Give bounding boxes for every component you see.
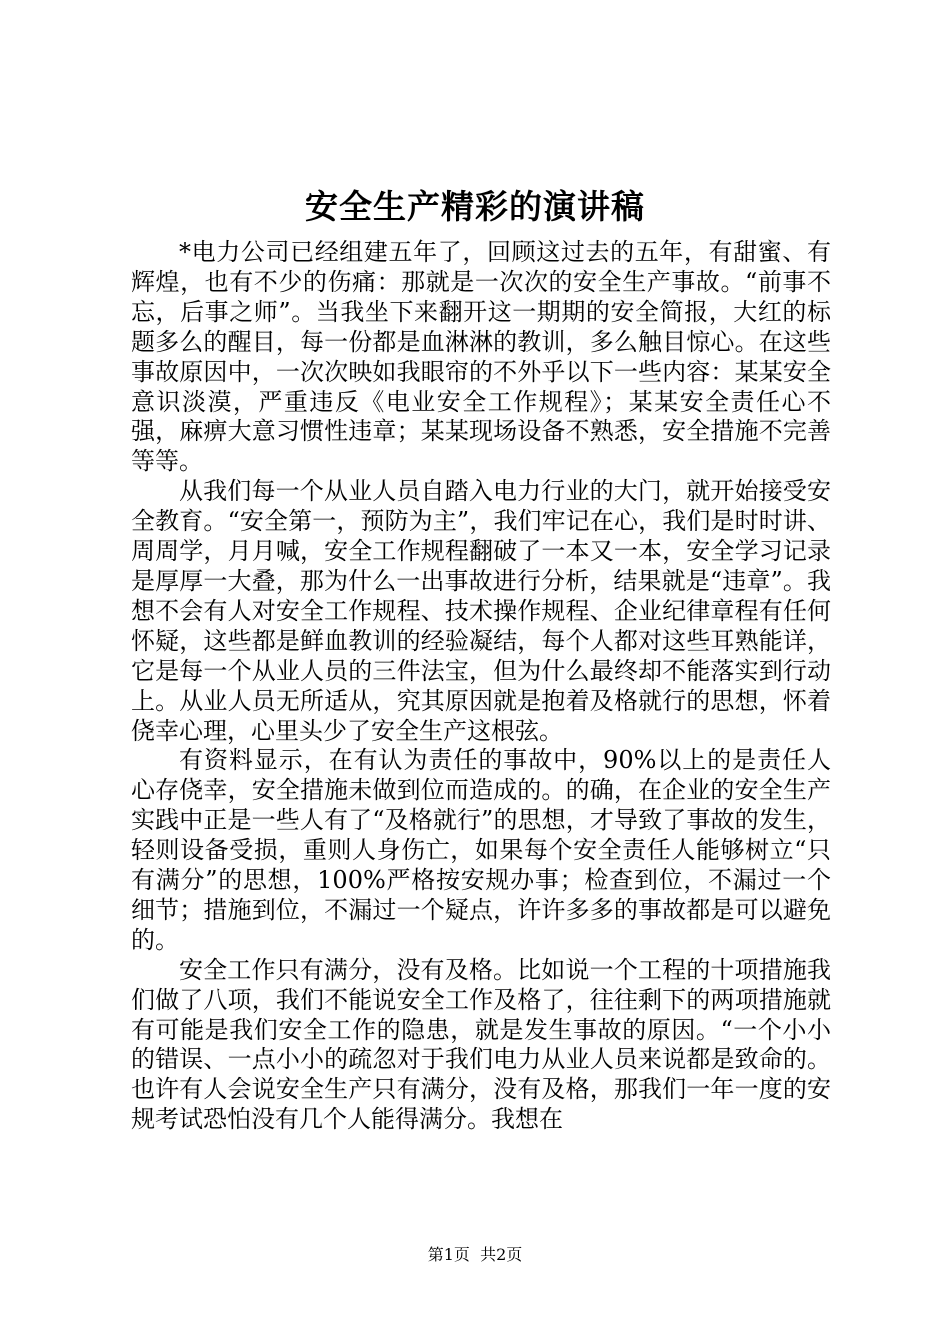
page-number: 第1页 <box>427 1245 470 1264</box>
document-body <box>131 238 831 1135</box>
paragraph: 安全工作只有满分，没有及格。比如说一个工程的十项措施我们做了八项，我们不能说安全工作及格了，往往剩下的两项措施就有可能是我们安全工作的隐患，就是发生事故的原因。“一个小小的错误、一点小小的疏忽对于我们电力从业人员来说都是致命的。也许有人会说安全生产只有满分，没有及格，那我们一年一度的安规考试恐怕没有几个人能得满分。我想在 <box>131 955 831 1134</box>
paragraph: *电力公司已经组建五年了，回顾这过去的五年，有甜蜜、有辉煌，也有不少的伤痛：那就是一次次的安全生产事故。“前事不忘，后事之师”。当我坐下来翻开这一期期的安全简报，大红的标题多么的醒目，每一份都是血淋淋的教训，多么触目惊心。在这些事故原因中，一次次映如我眼帘的不外乎以下一些内容：某某安全意识淡漠，严重违反《电业安全工作规程》；某某安全责任心不强，麻痹大意习惯性违章；某某现场设备不熟悉，安全措施不完善等等。 <box>131 238 831 476</box>
paragraph: 从我们每一个从业人员自踏入电力行业的大门，就开始接受安全教育。“安全第一，预防为主”，我们牢记在心，我们是时时讲、周周学，月月喊，安全工作规程翻破了一本又一本，安全学习记录是厚厚一大叠，那为什么一出事故进行分析，结果就是“违章”。我想不会有人对安全工作规程、技术操作规程、企业纪律章程有任何怀疑，这些都是鲜血教训的经验凝结，每个人都对这些耳熟能详，它是每一个从业人员的三件法宝，但为什么最终却不能落实到行动上。从业人员无所适从，究其原因就是抱着及格就行的思想，怀着侥幸心理，心里头少了安全生产这根弦。 <box>131 477 831 745</box>
page-total: 共2页 <box>480 1245 523 1264</box>
page-title: 安全生产精彩的演讲稿 <box>305 187 645 226</box>
paragraph: 有资料显示，在有认为责任的事故中，90%以上的是责任人心存侥幸，安全措施未做到位而造成的。的确，在企业的安全生产实践中正是一些人有了“及格就行”的思想，才导致了事故的发生，轻则设备受损，重则人身伤亡，如果每个安全责任人能够树立“只有满分”的思想，100%严格按安规办事；检查到位，不漏过一个细节；措施到位，不漏过一个疑点，许许多多的事故都是可以避免的。 <box>131 746 831 954</box>
page-footer <box>0 1245 950 1265</box>
